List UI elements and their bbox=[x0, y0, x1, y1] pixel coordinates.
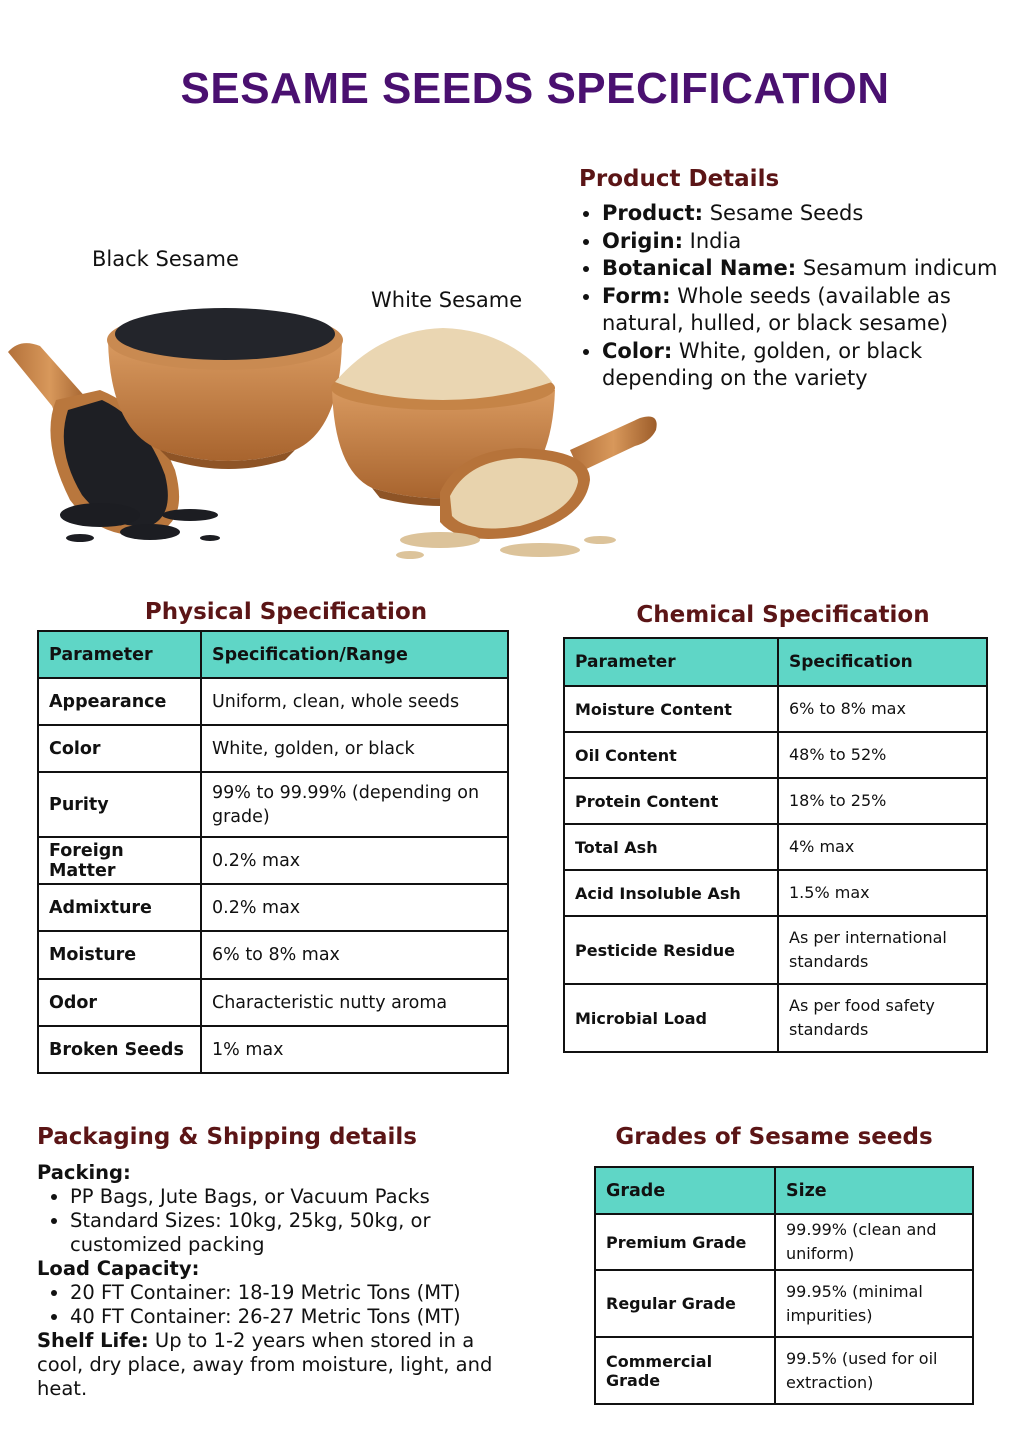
table-row: Purity 99% to 99.99% (depending on grade) bbox=[38, 772, 508, 837]
grades-table bbox=[594, 1166, 974, 1405]
table-row: Protein Content 18% to 25% bbox=[564, 778, 987, 824]
table-row: Color White, golden, or black bbox=[38, 725, 508, 772]
list-item: • 40 FT Container: 26-27 Metric Tons (MT) bbox=[70, 1305, 507, 1329]
product-details-item: • Origin: India bbox=[602, 228, 1018, 256]
column-header: Specification/Range bbox=[201, 631, 508, 678]
table-row: Appearance Uniform, clean, whole seeds bbox=[38, 678, 508, 725]
shelf-life: Shelf Life: Up to 1-2 years when stored in a cool, dry place, away from moisture, light, and heat. bbox=[37, 1329, 493, 1400]
column-header: Size bbox=[775, 1167, 973, 1214]
packaging-heading: Packaging & Shipping details bbox=[37, 1124, 417, 1150]
black-sesame-label: Black Sesame bbox=[92, 247, 239, 271]
table-row: Foreign Matter 0.2% max bbox=[38, 837, 508, 884]
table-header-row bbox=[595, 1167, 973, 1214]
chemical-spec-heading: Chemical Specification bbox=[636, 602, 930, 628]
table-row: Acid Insoluble Ash 1.5% max bbox=[564, 870, 987, 916]
table-row: Moisture Content 6% to 8% max bbox=[564, 686, 987, 732]
chemical-spec-table bbox=[563, 637, 988, 1053]
page-title: SESAME SEEDS SPECIFICATION bbox=[180, 64, 890, 113]
physical-spec-heading: Physical Specification bbox=[144, 599, 428, 625]
white-sesame-label: White Sesame bbox=[371, 288, 523, 312]
table-row: Regular Grade 99.95% (minimal impurities) bbox=[595, 1270, 973, 1337]
table-row: Oil Content 48% to 52% bbox=[564, 732, 987, 778]
table-row: Pesticide Residue As per international standards bbox=[564, 916, 987, 984]
table-row: Admixture 0.2% max bbox=[38, 884, 508, 931]
column-header: Parameter bbox=[564, 638, 778, 686]
table-row: Premium Grade 99.99% (clean and uniform) bbox=[595, 1214, 973, 1270]
list-item: • 20 FT Container: 18-19 Metric Tons (MT) bbox=[70, 1281, 507, 1305]
physical-spec-table bbox=[37, 630, 509, 1074]
grades-heading: Grades of Sesame seeds bbox=[615, 1124, 933, 1150]
table-row: Moisture 6% to 8% max bbox=[38, 931, 508, 979]
product-details-heading: Product Details bbox=[579, 166, 780, 192]
table-header-row bbox=[564, 638, 987, 686]
column-header: Specification bbox=[778, 638, 987, 686]
sesame-bowls-image bbox=[0, 300, 670, 570]
table-row: Microbial Load As per food safety standards bbox=[564, 984, 987, 1052]
product-details-item: • Form: Whole seeds (available as natural, hulled, or black sesame) bbox=[602, 283, 1018, 338]
packing-list bbox=[37, 1185, 507, 1257]
product-details-item: • Color: White, golden, or black depending on the variety bbox=[602, 338, 1018, 393]
list-item: • Standard Sizes: 10kg, 25kg, 50kg, or customized packing bbox=[70, 1209, 507, 1257]
product-details-item: • Product: Sesame Seeds bbox=[602, 200, 1018, 228]
column-header: Grade bbox=[595, 1167, 775, 1214]
load-capacity-label: Load Capacity: bbox=[37, 1257, 200, 1280]
load-capacity-list bbox=[37, 1281, 507, 1329]
list-item: • PP Bags, Jute Bags, or Vacuum Packs bbox=[70, 1185, 507, 1209]
column-header: Parameter bbox=[38, 631, 201, 678]
table-header-row bbox=[38, 631, 508, 678]
table-row: Commercial Grade 99.5% (used for oil extraction) bbox=[595, 1337, 973, 1404]
packaging-details bbox=[37, 1161, 507, 1401]
table-row: Odor Characteristic nutty aroma bbox=[38, 979, 508, 1026]
table-row: Broken Seeds 1% max bbox=[38, 1026, 508, 1073]
table-row: Total Ash 4% max bbox=[564, 824, 987, 870]
packing-label: Packing: bbox=[37, 1161, 131, 1184]
product-details-item: • Botanical Name: Sesamum indicum bbox=[602, 255, 1018, 283]
